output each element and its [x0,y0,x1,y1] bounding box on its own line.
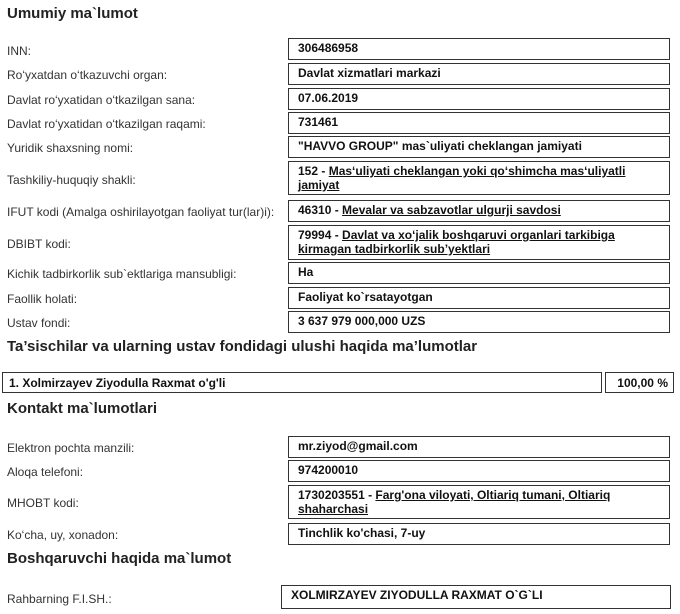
email-value: mr.ziyod@gmail.com [288,436,670,458]
legal-form-link[interactable]: Mas‘uliyati cheklangan yoki qo‘shimcha mas‘uliyatli jamiyat [298,164,626,192]
dbibt-label: DBIBT kodi: [7,237,71,251]
registration-number-value: 731461 [288,112,670,134]
inn-label: INN: [7,44,31,58]
registering-organ-label: Ro‘yxatdan o‘tkazuvchi organ: [7,68,168,82]
phone-value: 974200010 [288,460,670,482]
inn-value: 306486958 [288,38,670,60]
ifut-link[interactable]: Mevalar va sabzavotlar ulgurji savdosi [342,203,561,217]
founder-name: 1. Xolmirzayev Ziyodulla Raxmat o'g'li [2,372,602,393]
mhobt-value: 1730203551 - Farg'ona viloyati, Oltiariq tumani, Oltiariq shaharchasi [288,485,670,519]
charter-capital-value: 3 637 979 000,000 UZS [288,311,670,333]
activity-status-label: Faollik holati: [7,292,78,306]
legal-name-value: "HAVVO GROUP" mas`uliyati cheklangan jamiyati [288,136,670,158]
dbibt-code: 79994 [298,228,332,242]
small-business-value: Ha [288,262,670,284]
section-title-contact: Kontakt ma`lumotlari [7,400,158,417]
ifut-code: 46310 [298,203,332,217]
registration-date-value: 07.06.2019 [288,88,670,110]
email-label: Elektron pochta manzili: [7,441,135,455]
legal-name-label: Yuridik shaxsning nomi: [7,141,134,155]
activity-status-value: Faoliyat ko`rsatayotgan [288,287,670,309]
dbibt-value: 79994 - Davlat va xo‘jalik boshqaruvi organlari tarkibiga kirmagan tadbirkorlik sub’yektlari [288,225,670,260]
mhobt-label: MHOBT kodi: [7,496,79,510]
street-label: Ko‘cha, uy, xonadon: [7,528,119,542]
charter-capital-label: Ustav fondi: [7,316,71,330]
phone-label: Aloqa telefoni: [7,465,84,479]
ifut-value: 46310 - Mevalar va sabzavotlar ulgurji savdosi [288,200,670,222]
dbibt-link[interactable]: Davlat va xo‘jalik boshqaruvi organlari tarkibiga kirmagan tadbirkorlik sub’yektlari [298,228,615,256]
registration-number-label: Davlat ro‘yxatidan o‘tkazilgan raqami: [7,117,206,131]
mhobt-code: 1730203551 [298,488,365,502]
street-value: Tinchlik ko'chasi, 7-uy [288,523,670,545]
founder-share: 100,00 % [605,372,674,393]
mhobt-link[interactable]: Farg'ona viloyati, Oltiariq tumani, Oltiariq shaharchasi [298,488,611,516]
manager-name-value: XOLMIRZAYEV ZIYODULLA RAXMAT O`G`LI [281,585,671,609]
section-title-manager: Boshqaruvchi haqida ma`lumot [7,550,232,567]
section-title-founders: Ta’sischilar va ularning ustav fondidagi ulushi haqida ma’lumotlar [7,338,478,355]
small-business-label: Kichik tadbirkorlik sub`ektlariga mansubligi: [7,267,237,281]
manager-name-label: Rahbarning F.I.SH.: [7,592,112,606]
legal-form-label: Tashkiliy-huquqiy shakli: [7,173,136,187]
section-title-general: Umumiy ma`lumot [7,5,138,22]
registration-date-label: Davlat ro‘yxatidan o‘tkazilgan sana: [7,93,196,107]
ifut-label: IFUT kodi (Amalga oshirilayotgan faoliyat tur(lar)i): [7,205,275,219]
registering-organ-value: Davlat xizmatlari markazi [288,63,670,85]
legal-form-value: 152 - Mas‘uliyati cheklangan yoki qo‘shimcha mas‘uliyatli jamiyat [288,161,670,195]
legal-form-code: 152 [298,164,319,178]
